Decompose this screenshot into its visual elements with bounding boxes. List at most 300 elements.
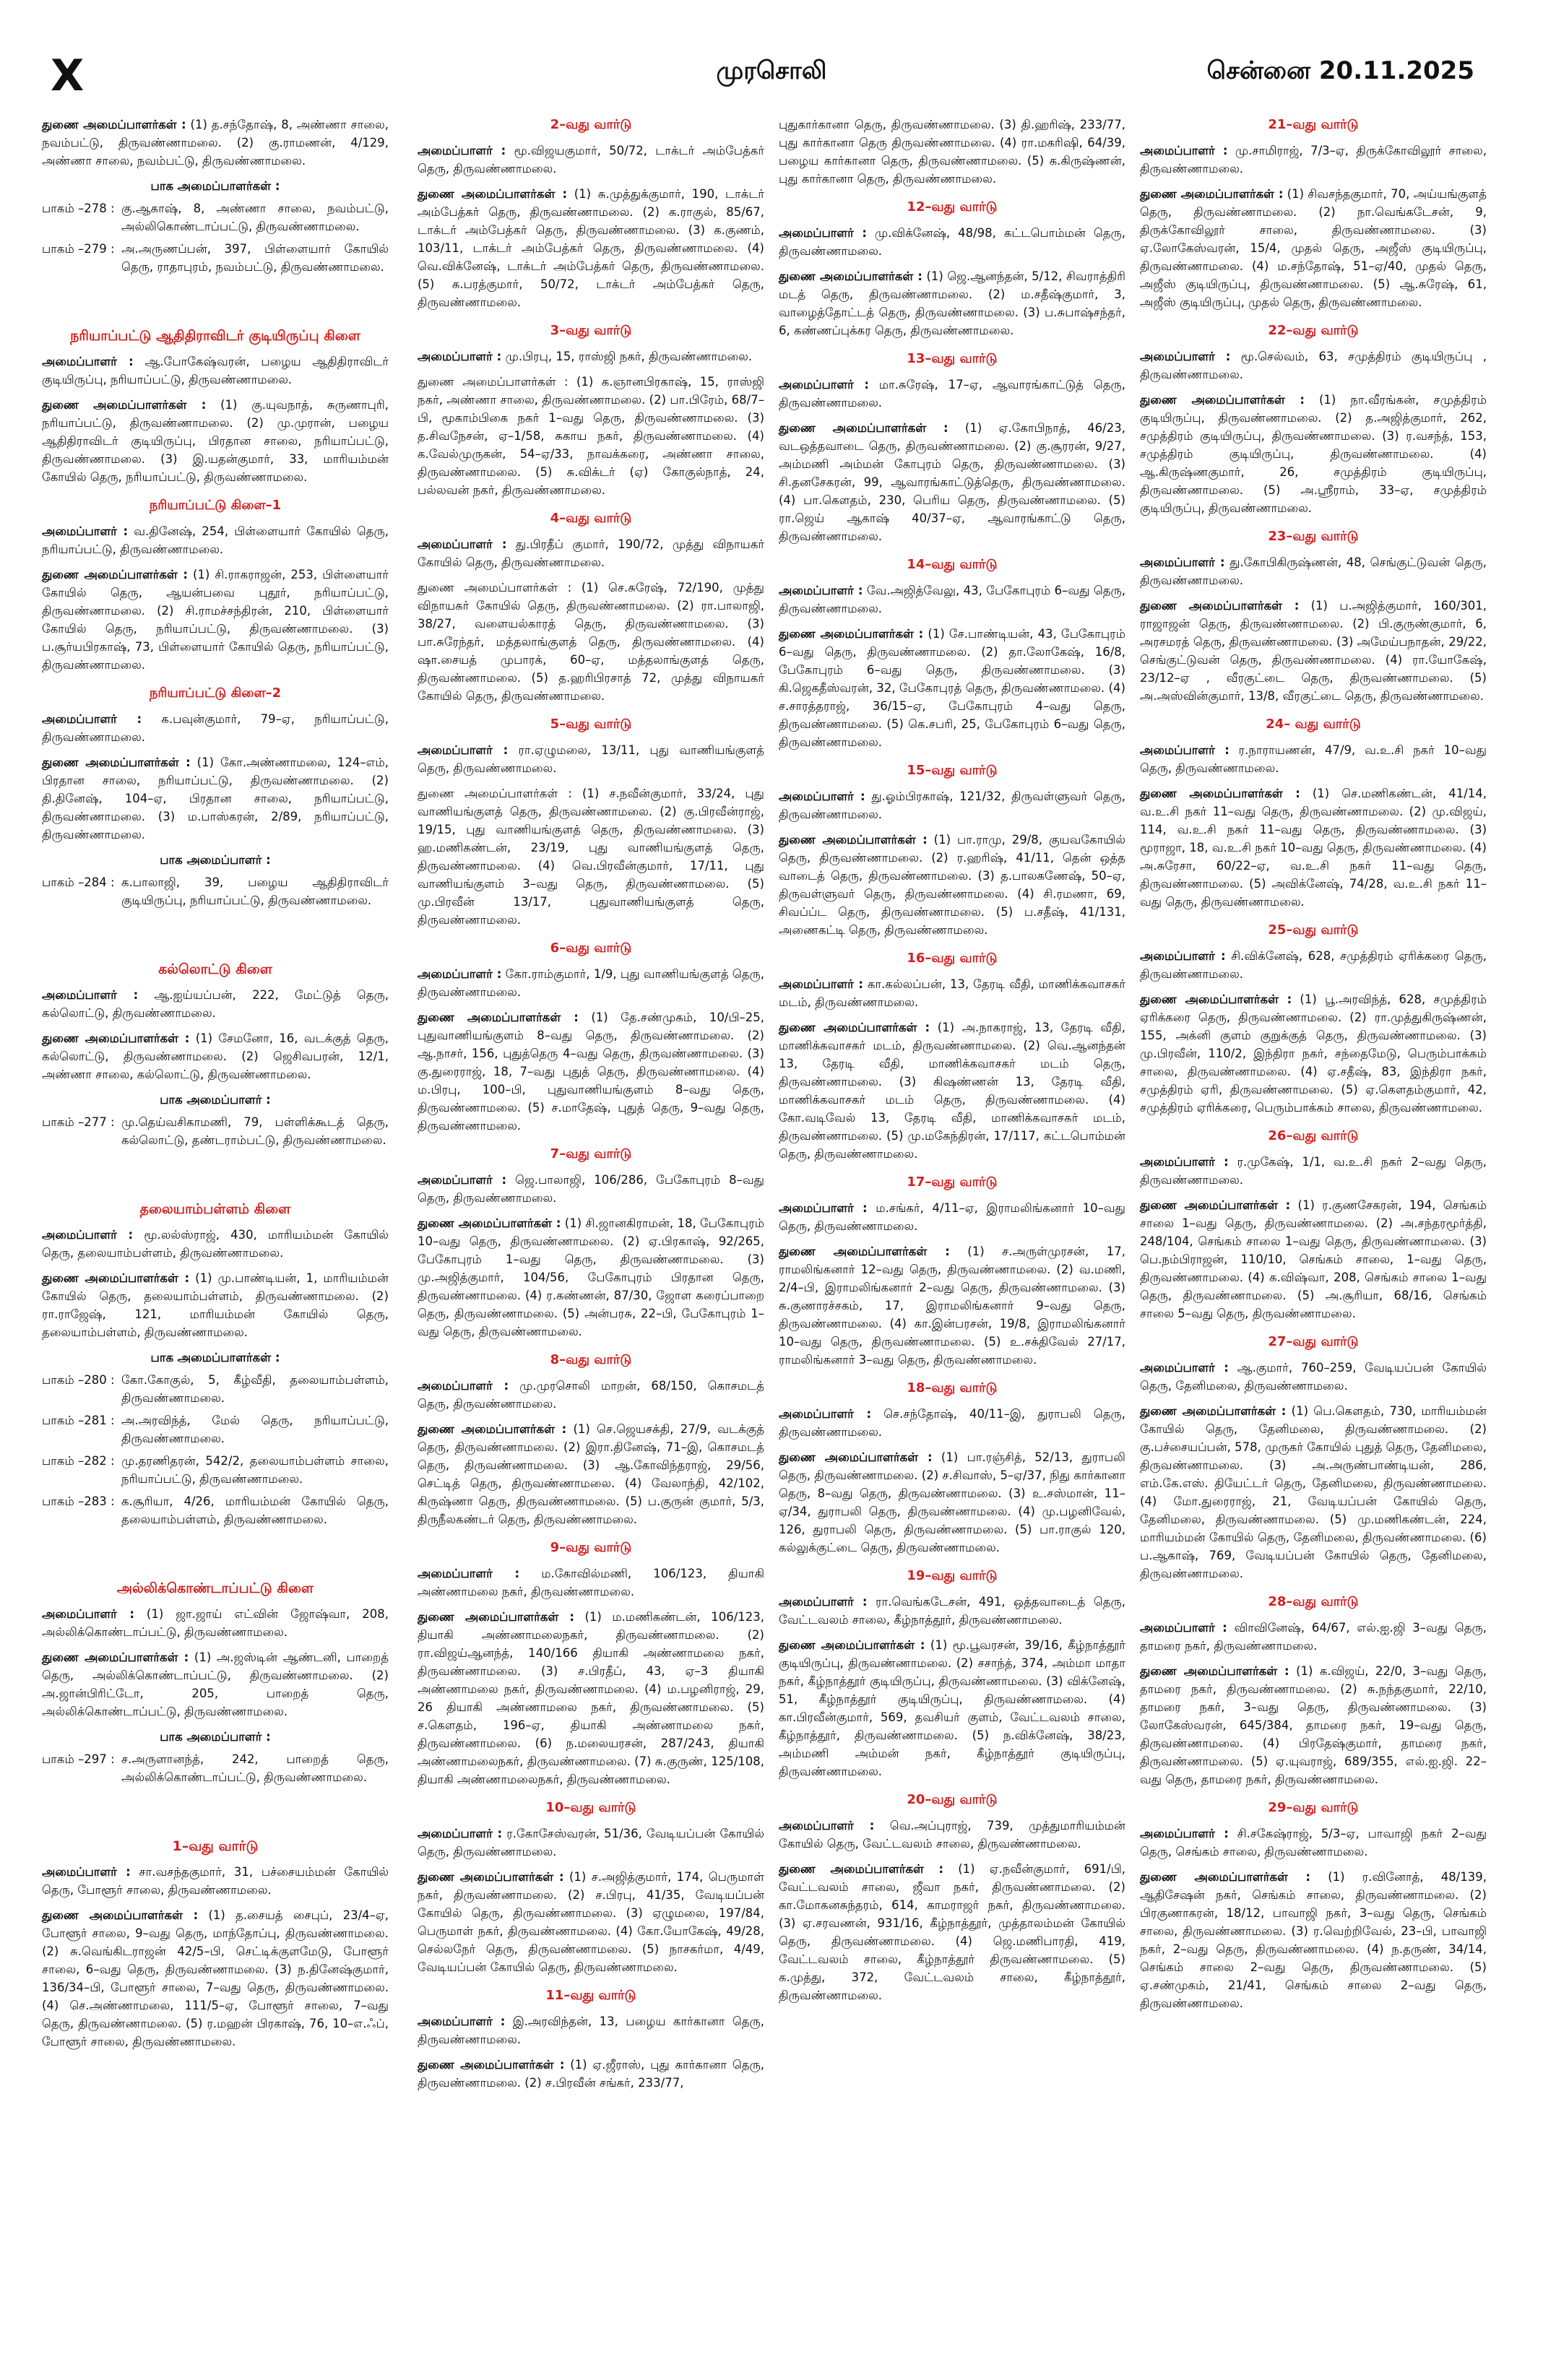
- member-text: (1) பா.ரஞ்சித், 52/13, துராபலி தெரு, திருவண்ணாமலை. (2) ச.சிவாஸ், 5–ஏ/37, நிது கார்கானா தெரு, 8–வது தெரு, திருவண்ணாமலை. (3) உ.சஸ்மான், 11–ஏ/34, துராபலி தெரு, திருவண்ணாமலை. (4) மு.பழனிவேல், 126, துராபலி தெரு, திருவண்ணாமலை. (5) பா.ராகுல் 120, கல்லுக்குட்டை தெரு, திருவண்ணாமலை.: [779, 1450, 1125, 1554]
- member-paragraph: [418, 535, 764, 571]
- member-paragraph: [1140, 1196, 1487, 1323]
- member-paragraph: [418, 1825, 764, 1861]
- member-text: (1) செ.ஜெயசக்தி, 27/9, வடக்குத் தெரு, திருவண்ணாமலை. (2) இரா.தினேஷ், 71–இ, கொசமடத் தெரு, திருவண்ணாமலை. (3) ஆ.கோவிந்தராஜ், 29/56, செட்டித் தெரு, திருவண்ணாமலை. (4) வேலாந்தி, 42/102, கிருஷ்ணா தெரு, திருவண்ணாமலை. (5) ப.குருன் குமார், 5/3, திருநீலகண்டர் தெரு, திருவண்ணாமலை.: [418, 1422, 764, 1526]
- committee-section: [418, 1351, 764, 1528]
- member-text: து.ஓம்பிரகாஷ், 121/32, திருவள்ளுவர் தெரு, திருவண்ணாமலை.: [779, 789, 1126, 821]
- member-paragraph: [779, 1448, 1125, 1557]
- member-text: ஆ.போகேஷ்வரன், பழைய ஆதிதிராவிடர் குடியிருப்பு, நரியாப்பட்டு, திருவண்ணாமலை.: [42, 355, 389, 386]
- committee-section: [418, 1145, 764, 1341]
- member-text: (1) சு.முத்துக்குமார், 190, டாக்டர் அம்பேத்கர் தெரு, திருவண்ணாமலை. (2) க.ராகுல், 85/67, டாக்டர் அம்பேத்கர் தெரு, திருவண்ணாமலை. (3) க.குணம், 103/11, டாக்டர் அம்பேத்கர் தெரு, திருவண்ணாமலை. (4) வெ.விக்னேஷ், டாக்டர் அம்பேத்கர் தெரு, திருவண்ணாமலை. (5) க.பரத்குமார், 50/72, டாக்டர் அம்பேத்கர் தெரு, திருவண்ணாமலை.: [418, 187, 764, 309]
- role-label: அமைப்பாளர் :: [42, 1228, 134, 1242]
- member-paragraph: [1140, 1662, 1487, 1788]
- member-text: (1) அ.நாகராஜ், 13, தேரடி வீதி, மாணிக்கவாசகர் மடம், திருவண்ணாமலை. (2) வெ.ஆனந்தன் 13, தேரடி வீதி, மாணிக்கவாசகர் மடம் தெரு, திருவண்ணாமலை. (3) கிஷண்ணன் 13, தேரடி வீதி, மாணிக்கவாசகர் மடம் தெரு, திருவண்ணாமலை. (4) கோ.வடிவேல் 13, தேரடி வீதி, மாணிக்கவாசகர் மடம், திருவண்ணாமலை. (5) மு.மகேந்திரன், 17/117, கட்டபொம்மன் தெரு, திருவண்ணாமலை.: [779, 1021, 1125, 1161]
- committee-section: [42, 326, 389, 486]
- committee-section: [1140, 715, 1487, 911]
- role-label: அமைப்பாளர் :: [1140, 144, 1228, 157]
- section-heading: 22–வது வார்டு: [1268, 323, 1359, 338]
- role-label: துணை அமைப்பாளர்கள் :: [1140, 1870, 1311, 1884]
- member-text: (1) சேமனோ, 16, வடக்குத் தெரு, கல்லொட்டு, திருவண்ணாமலை. (2) ஜெசிவபரன், 12/1, அண்ணா சாலை, கல்லொட்டு, திருவண்ணாமலை.: [42, 1031, 389, 1081]
- role-label: துணை அமைப்பாளர்கள் :: [418, 187, 568, 201]
- section-heading: அல்லிக்கொண்டாப்பட்டு கிளை: [116, 1580, 314, 1596]
- role-label: துணை அமைப்பாளர்கள் :: [1140, 787, 1300, 800]
- member-paragraph: [418, 1565, 764, 1601]
- section-heading: 12–வது வார்டு: [907, 199, 998, 215]
- member-paragraph: [42, 1863, 389, 1899]
- member-text: ஆ.ஐய்யப்பன், 222, மேட்டுத் தெரு, கல்லொட்டு, திருவண்ணாமலை.: [42, 988, 389, 1020]
- member-paragraph: [418, 965, 764, 1001]
- member-text: மூ.லல்ஸ்ராஜ், 430, மாரியம்மன் கோயில் தெரு, தலையாம்பள்ளம், திருவண்ணாமலை.: [42, 1228, 389, 1260]
- member-paragraph: [1140, 1825, 1487, 1861]
- member-text: ரா.வெங்கடேசன், 491, ஒத்தவாடைத் தெரு, வேட்டவலம் சாலை, கீழ்நாத்தூர், திருவண்ணாமலை.: [779, 1595, 1125, 1627]
- member-paragraph: [1140, 947, 1487, 983]
- committee-section: [1140, 116, 1487, 311]
- role-label: அமைப்பாளர் :: [779, 977, 863, 991]
- role-label: துணை அமைப்பாளர்கள் :: [779, 1021, 930, 1034]
- committee-section: [779, 1791, 1125, 2004]
- member-paragraph: [418, 579, 764, 705]
- booth-number: பாகம் –284 :: [42, 875, 115, 889]
- section-heading: 9–வது வார்டு: [550, 1540, 632, 1555]
- member-text: மு.விக்னேஷ், 48/98, கட்டபொம்மன் தெரு, திருவண்ணாமலை.: [779, 226, 1125, 258]
- committee-section: [1140, 921, 1487, 1117]
- role-label: துணை அமைப்பாளர்கள் :: [42, 398, 207, 412]
- member-text: (1) பெ.கௌதம், 730, மாரியம்மன் கோயில் தெரு, தேனிமலை, திருவண்ணாமலை. (2) கு.பச்சையப்பன், 578, முருகர் கோயில் புதுத் தெரு, தேனிமலை, திருவண்ணாமலை. (3) அ.அருண்பாண்டியன், 286, எம்.கே.எஸ். தியேட்டர் தெரு, தேனிமலை, திருவண்ணாமலை. (4) மோ.துரைராஜ், 21, வேடியப்பன் கோயில் தெரு, தேனிமலை, திருவண்ணாமலை. (5) மு.மணிகண்டன், 224, மாரியம்மன் கோயில் தெரு, தேனிமலை, திருவண்ணாமலை. (6) ப.ஆகாஷ், 769, வேடியப்பன் கோயில் தெரு, தேனிமலை, திருவண்ணாமலை.: [1140, 1404, 1487, 1580]
- role-label: துணை அமைப்பாளர்கள் :: [1140, 393, 1305, 407]
- role-label: துணை அமைப்பாளர்கள் :: [779, 421, 948, 435]
- member-text: ஜெ.பாலாஜி, 106/286, பேகோபுரம் 8–வது தெரு, திருவண்ணாமலை.: [418, 1173, 764, 1205]
- role-label: அமைப்பாளர் :: [42, 988, 139, 1002]
- member-paragraph: [418, 2012, 764, 2048]
- role-label: அமைப்பாளர் :: [418, 144, 506, 157]
- booth-subheading: பாக அமைப்பாளர் :: [160, 853, 271, 867]
- booth-row: [42, 240, 389, 276]
- booth-number: பாகம் –283 :: [42, 1494, 115, 1508]
- section-heading: நரியாப்பட்டு கிளை–2: [149, 685, 282, 701]
- member-text: (1) ஏ.நவீன்குமார், 691/பி, வேட்டவலம் சாலை, ஜீவா நகர், திருவண்ணாமலை. (2) கா.மோகனசுந்தரம், 614, காமராஜர் நகர், திருவண்ணாமலை. (3) ஏ.சரவணன், 931/16, கீழ்நாத்தூர், முத்தாலம்மன் கோயில் தெரு, திருவண்ணாமலை. (4) ஜெ.மணிபாரதி, 419, வேட்டவலம் சாலை, கீழ்நாத்தூர் திருவண்ணாமலை. (5) க.முத்து, 372, வேட்டவலம் சாலை, கீழ்நாத்தூர், திருவண்ணாமலை.: [779, 1862, 1125, 2002]
- member-text: (1) ர.வினோத், 48/139, ஆதிசேஷன் நகர், செங்கம் சாலை, திருவண்ணாமலை. (2) பிரகுணாகரன், 18/12, பாவாஜி நகர், 3–வது தெரு, செங்கம் சாலை, திருவண்ணாமலை. (3) ர.வெற்றிவேல், 23–பி, பாவாஜி நகர், 2–வது தெரு, திருவண்ணாமலை. (4) ந.தருண், 34/14, செங்கம் சாலை 2–வது தெரு, திருவண்ணாமலை. (5) ஏ.சண்முகம், 21/41, செங்கம் சாலை 2–வது தெரு, திருவண்ணாமலை.: [1140, 1870, 1487, 2010]
- booth-subheading: பாக அமைப்பாளர்கள் :: [150, 1351, 280, 1364]
- member-paragraph: [1140, 1402, 1487, 1583]
- role-label: துணை அமைப்பாளர்கள் :: [418, 1610, 574, 1624]
- member-paragraph: [42, 1226, 389, 1262]
- booth-member: மு.தெய்வசிகாமணி, 79, பள்ளிக்கூடத் தெரு, கல்லொட்டு, தண்டராம்பட்டு, திருவண்ணாமலை.: [121, 1115, 389, 1147]
- member-paragraph: [1140, 391, 1487, 517]
- role-label: அமைப்பாளர் :: [779, 1819, 875, 1832]
- member-paragraph: [418, 373, 764, 499]
- committee-section: [1140, 527, 1487, 705]
- member-text: இ.அரவிந்தன், 13, பழைய கார்கானா தெரு, திருவண்ணாமலை.: [418, 2015, 764, 2046]
- role-label: துணை அமைப்பாளர்கள் :: [779, 1450, 933, 1464]
- role-label: துணை அமைப்பாளர்கள் :: [418, 1870, 564, 1884]
- masthead: [0, 0, 1543, 101]
- role-label: துணை அமைப்பாளர்கள் :: [42, 1031, 190, 1045]
- committee-section: [779, 1379, 1125, 1557]
- role-label: அமைப்பாளர் :: [779, 378, 869, 391]
- member-paragraph: [779, 267, 1125, 339]
- role-label: அமைப்பாளர் :: [42, 1865, 131, 1879]
- member-paragraph: [42, 396, 389, 486]
- section-heading: 10–வது வார்டு: [545, 1800, 636, 1815]
- member-text: (1) மூ.பூவரசன், 39/16, கீழ்நாத்தூர் குடியிருப்பு, திருவண்ணாமலை. (2) சசாந்த், 374, அம்மா மாதா நகர், கீழ்நாத்தூர் குடியிருப்பு, திருவண்ணாமலை. (3) விக்னேஷ், 51, கீழ்நாத்தூர் குடியிருப்பு, திருவண்ணாமலை. (4) கா.பிரவீன்குமார், 569, தவசியர் குளம், வேட்டவலம் சாலை, கீழ்நாத்தூர், திருவண்ணாமலை. (5) ந.விக்னேஷ், 38/23, அம்மணி அம்மன் நகர், கீழ்நாத்தூர் குடியிருப்பு, திருவண்ணாமலை.: [779, 1638, 1125, 1778]
- member-paragraph: [418, 1171, 764, 1207]
- booth-row: [42, 873, 389, 909]
- role-label: அமைப்பாளர் :: [418, 967, 502, 981]
- section-heading: 3–வது வார்டு: [550, 323, 632, 338]
- member-text: ஆ.குமார், 760–259, வேடியப்பன் கோயில் தெரு, தேனிமலை, திருவண்ணாமலை.: [1140, 1361, 1487, 1393]
- committee-section: [418, 1986, 764, 2092]
- role-label: அமைப்பாளர் :: [42, 524, 129, 538]
- member-text: (1) ர.குணசேகரன், 194, செங்கம் சாலை 1–வது தெரு, திருவண்ணாமலை. (2) அ.சந்தரமூர்த்தி, 248/104, செங்கம் சாலை 1–வது தெரு, திருவண்ணாமலை. (3) பெ.நம்பிராஜன், 110/10, செங்கம் சாலை, 1–வது தெரு, திருவண்ணாமலை. (4) க.விஷ்வா, 208, செங்கம் சாலை 1–வது தெரு, திருவண்ணாமலை. (5) அ.சூரியா, 68/16, செங்கம் சாலை 5–வது தெரு, திருவண்ணாமலை.: [1140, 1198, 1487, 1320]
- booth-subheading: பாக அமைப்பாளர் :: [160, 1730, 271, 1744]
- role-label: துணை அமைப்பாளர்கள் :: [418, 1216, 561, 1230]
- role-label: துணை அமைப்பாளர்கள் :: [1140, 187, 1284, 201]
- member-paragraph: [1140, 1153, 1487, 1189]
- role-label: துணை அமைப்பாளர்கள் :: [1140, 992, 1292, 1006]
- booth-subheading: பாக அமைப்பாளர் :: [160, 1093, 271, 1107]
- member-paragraph: [1140, 1619, 1487, 1655]
- committee-section: [1140, 1333, 1487, 1583]
- role-label: அமைப்பாளர் :: [418, 2015, 506, 2028]
- member-paragraph: [418, 1420, 764, 1528]
- member-paragraph: [418, 1868, 764, 1976]
- member-text: சி.சகேஷ்ராஜ், 5/3–ஏ, பாவாஜி நகர் 2–வது தெரு, செங்கம் சாலை, திருவண்ணாமலை.: [1140, 1827, 1487, 1858]
- role-label: துணை அமைப்பாளர்கள் :: [779, 627, 924, 641]
- edition-mark: X: [51, 51, 85, 101]
- role-label: அமைப்பாளர் :: [1140, 743, 1229, 757]
- column-3: [779, 116, 1125, 2015]
- member-paragraph: [779, 1860, 1125, 2004]
- role-label: துணை அமைப்பாளர்கள் :: [418, 2058, 565, 2072]
- member-text: (1) அ.ஜஸ்டின் ஆண்டனி, பாறைத் தெரு, அல்லிக்கொண்டாப்பட்டு, திருவண்ணாமலை. (2) அ.ஜான்பிரிட்டோ, 205, பாறைத் தெரு, அல்லிக்கொண்டாப்பட்டு, திருவண்ணாமலை.: [42, 1650, 389, 1718]
- member-paragraph: [42, 753, 389, 844]
- committee-section: [418, 1539, 764, 1788]
- member-paragraph: [779, 1018, 1125, 1163]
- member-text: (1) செ.மணிகண்டன், 41/14, வ.உ.சி நகர் 11–வது தெரு, திருவண்ணாமலை. (2) மு.விஜய், 114, வ.உ.சி நகர் 11–வது தெரு, திருவண்ணாமலை. (3) மூராஜா, 18, வ.உ.சி நகர் 10–வது தெரு, திருவண்ணாமலை. (4) அ.சுரேசா, 60/22–ஏ, வ.உ.சி நகர் 11–வது தெரு, திருவண்ணாமலை. (5) அவிக்னேஷ், 74/28, வ.உ.சி நகர் 11–வது தெரு, திருவண்ணாமலை.: [1140, 787, 1487, 909]
- role-label: துணை அமைப்பாளர்கள் :: [1140, 599, 1300, 613]
- role-label: துணை அமைப்பாளர்கள் :: [418, 1422, 567, 1436]
- member-paragraph: [779, 376, 1125, 412]
- section-heading: 20–வது வார்டு: [907, 1792, 998, 1807]
- member-text: (1) நா.வீரங்கன், சமுத்திரம் குடியிருப்பு, திருவண்ணாமலை. (2) த.அஜித்குமார், 262, சமுத்திரம் குடியிருப்பு, திருவண்ணாமலை. (3) ர.வசந்த், 153, சமுத்திரம் குடியிருப்பு, திருவண்ணாமலை. (4) ஆ.கிருஷ்ணகுமார், 26, சமுத்திரம் குடியிருப்பு, திருவண்ணாமலை. (5) அ.ஸ்ரீராம், 33–ஏ, சமுத்திரம் குடியிருப்பு, திருவண்ணாமலை.: [1140, 393, 1487, 515]
- committee-section: [1140, 1799, 1487, 2012]
- member-text: மு.முரசொலி மாறன், 68/150, கொசமடத் தெரு, திருவண்ணாமலை.: [418, 1379, 764, 1411]
- member-text: து.கோபிகிருஷ்ணன், 48, செங்குட்டுவன் தெரு, திருவண்ணாமலை.: [1140, 555, 1487, 587]
- dateline: சென்னை 20.11.2025: [1206, 56, 1474, 85]
- member-paragraph: [42, 710, 389, 746]
- member-paragraph: [418, 347, 764, 365]
- member-paragraph: [418, 1214, 764, 1341]
- member-paragraph: [779, 116, 1125, 188]
- member-text: ர.கோசேஸ்வரன், 51/36, வேடியப்பன் கோயில் தெரு, திருவண்ணாமலை.: [418, 1827, 764, 1858]
- committee-section: [779, 761, 1125, 939]
- role-label: அமைப்பாளர் :: [418, 537, 507, 551]
- booth-member: கோ.கோகுல், 5, கீழ்வீதி, தலையாம்பள்ளம், திருவண்ணாமலை.: [121, 1373, 389, 1405]
- booth-member: கு.ஆகாஷ், 8, அண்ணா சாலை, நவம்பட்டு, அல்லிகொண்டாப்பட்டு, திருவண்ணாமலை.: [121, 202, 389, 233]
- member-text: செ.சந்தோஷ், 40/11–இ, துராபலி தெரு, திருவண்ணாமலை.: [779, 1407, 1125, 1439]
- member-paragraph: [779, 1242, 1125, 1369]
- committee-section: [1140, 1127, 1487, 1323]
- section-heading: 2–வது வார்டு: [550, 117, 632, 132]
- section-heading: 1–வது வார்டு: [172, 1838, 259, 1854]
- section-heading: 6–வது வார்டு: [550, 940, 632, 956]
- role-label: அமைப்பாளர் :: [418, 1827, 503, 1840]
- column-2: [418, 116, 764, 2102]
- committee-section: [779, 1173, 1125, 1369]
- role-label: அமைப்பாளர் :: [42, 355, 134, 368]
- section-heading: 19–வது வார்டு: [907, 1568, 998, 1583]
- role-label: துணை அமைப்பாளர்கள் :: [779, 1638, 925, 1652]
- booth-number: பாகம் –278 :: [42, 202, 115, 215]
- booth-number: பாகம் –297 :: [42, 1752, 115, 1766]
- member-text: (1) சி.ராகராஜன், 253, பிள்ளையார் கோயில் தெரு, ஆயன்பவை புதூர், நரியாப்பட்டு, திருவண்ணாமலை. (2) சி.ராமச்சந்திரன், 210, பிள்ளையார் கோயில் தெரு, நரியாப்பட்டு, திருவண்ணாமலை. (3) ப.சூர்யபிரகாஷ், 73, பிள்ளையார் கோயில் தெரு, நரியாப்பட்டு, திருவண்ணாமலை.: [42, 568, 389, 672]
- section-heading: கல்லொட்டு கிளை: [158, 961, 272, 977]
- committee-section: [779, 555, 1125, 751]
- booth-row: [42, 1750, 389, 1786]
- committee-section: [42, 684, 389, 909]
- section-heading: 14–வது வார்டு: [907, 557, 998, 572]
- role-label: துணை அமைப்பாளர்கள் :: [779, 1245, 950, 1258]
- member-paragraph: [779, 625, 1125, 751]
- committee-section: [418, 116, 764, 311]
- committee-section: [1140, 1593, 1487, 1788]
- member-text: சா.வசந்தகுமார், 31, பச்சையம்மன் கோயில் தெரு, போளூர் சாலை, திருவண்ணாமலை.: [42, 1865, 389, 1897]
- section-heading: 13–வது வார்டு: [907, 351, 998, 366]
- member-text: ம.சங்கர், 4/11–ஏ, இராமலிங்கனார் 10–வது தெரு, திருவண்ணாமலை.: [779, 1201, 1125, 1233]
- member-text: துணை அமைப்பாளர்கள் : (1) ச.நவீன்குமார், 33/24, புது வாணியங்குளத் தெரு, திருவண்ணாமலை. (2) கு.பிரவீன்ராஜ், 19/15, புது வாணியங்குளத் தெரு, திருவண்ணாமலை. (3) ஹ.மணிகண்டன், 23/19, புது வாணியங்குளத் தெரு, திருவண்ணாமலை. (4) வெ.பிரவீன்குமார், 17/11, புது வாணியங்குளம் 3–வது தெரு, திருவண்ணாமலை. (5) மு.பிரவீன் 13/17, புதுவாணியங்குளத் தெரு, திருவண்ணாமலை.: [418, 787, 764, 927]
- member-text: (1) சி.ஜானகிராமன், 18, பேகோபுரம் 10–வது தெரு, திருவண்ணாமலை. (2) ஏ.பிரகாஷ், 92/265, பேகோபுரம் 1–வது தெரு, திருவண்ணாமலை. (3) மு.அஜித்குமார், 104/56, பேகோபுரம் பிரதான தெரு, திருவண்ணாமலை. (4) ர.கண்ணன், 87/30, ஜோள கரைப்பாறை தெரு, திருவண்ணாமலை. (5) அன்பரசு, 22–பி, பேகோபுரம் 1–வது தெரு, திருவண்ணாமலை.: [418, 1216, 764, 1338]
- committee-section: [779, 198, 1125, 339]
- booth-number: பாகம் –279 :: [42, 242, 115, 256]
- member-paragraph: [1140, 1868, 1487, 2012]
- section-heading: 11–வது வார்டு: [545, 1988, 636, 2003]
- member-text: மு.சாமிராஜ், 7/3–ஏ, திருக்கோவிலூர் சாலை, திருவண்ணாமலை.: [1140, 144, 1487, 176]
- member-text: வே.அஜித்வேலு, 43, பேகோபுரம் 6–வது தெரு, திருவண்ணாமலை.: [779, 584, 1125, 615]
- role-label: துணை அமைப்பாளர்கள் :: [418, 1011, 579, 1024]
- booth-row: [42, 1452, 389, 1488]
- committee-section: [779, 350, 1125, 545]
- member-paragraph: [1140, 1359, 1487, 1395]
- section-heading: 15–வது வார்டு: [907, 763, 998, 778]
- member-paragraph: [418, 185, 764, 311]
- role-label: அமைப்பாளர் :: [418, 1567, 520, 1580]
- section-heading: 17–வது வார்டு: [907, 1174, 998, 1190]
- member-paragraph: [42, 1029, 389, 1083]
- section-heading: 24– வது வார்டு: [1266, 717, 1361, 732]
- member-text: (1) ச.அஜித்குமார், 174, பெருமாள் நகர், திருவண்ணாமலை. (2) ச.பிரபு, 41/35, வேடியப்பன் கோயில் தெரு, திருவண்ணாமலை. (3) ஏழுமலை, 197/84, பெருமாள் நகர், திருவண்ணாமலை. (4) கோ.யோகேஷ், 49/28, செல்லநேர் தெரு, திருவண்ணாமலை. (5) நாசகர்மா, 4/49, வேடியப்பன் கோயில் தெரு, திருவண்ணாமலை.: [418, 1870, 764, 1974]
- booth-row: [42, 1411, 389, 1448]
- member-paragraph: [42, 1648, 389, 1721]
- section-heading: 28–வது வார்டு: [1268, 1594, 1359, 1609]
- member-text: (1) ஏ.ஜீராஸ், புது கார்கானா தெரு, திருவண்ணாமலை. (2) ச.பிரவீன் சங்கர், 233/77,: [418, 2058, 764, 2090]
- member-text: து.பிரதீப் குமார், 190/72, முத்து விநாயகர் கோயில் தெரு, திருவண்ணாமலை.: [418, 537, 764, 569]
- role-label: துணை அமைப்பாளர்கள் :: [1140, 1404, 1287, 1418]
- role-label: அமைப்பாளர் :: [779, 226, 867, 240]
- section-heading: 25–வது வார்டு: [1268, 922, 1359, 938]
- member-paragraph: [418, 1377, 764, 1413]
- member-paragraph: [42, 116, 389, 170]
- role-label: துணை அமைப்பாளர்கள் :: [1140, 1198, 1291, 1212]
- member-text: (1) பா.ராமு, 29/8, குயவகோயில் தெரு, திருவண்ணாமலை. (2) ர.ஹரிஷ், 41/11, தென் ஒத்த வாடைத் தெரு, திருவண்ணாமலை. (3) த.பாலகணேஷ், 50–ஏ, திருவள்ளுவர் தெரு, திருவண்ணாமலை. (4) சி.ரமணா, 69, சிவப்ப்ட தெரு, திருவண்ணாமலை. (5) ப.சதீஷ், 41/131, அணைகட்டி தெரு, திருவண்ணாமலை.: [779, 833, 1125, 937]
- role-label: அமைப்பாளர் :: [1140, 949, 1226, 963]
- member-text: (1) பூ.அரவிந்த், 628, சமுத்திரம் ஏரிக்கரை தெரு, திருவண்ணாமலை. (2) ரா.முத்துகிருஷ்ணன், 155, அக்னி குளம் குறுக்குத் தெரு, திருவண்ணாமலை. (3) மு.பிரவீன், 110/2, இந்திரா நகர், சந்தைமேடு, பெரும்பாக்கம் சாலை, திருவண்ணாமலை. (4) ஏ.சதீஷ், 83, இந்திரா நகர், சமுத்திரம் ஏரி, திருவண்ணாமலை. (5) ஏ.கௌதம்குமார், 42, சமுத்திரம் ஏரிக்கரை, பெரும்பாக்கம் சாலை, திருவண்ணாமலை.: [1140, 992, 1487, 1115]
- member-paragraph: [779, 1817, 1125, 1853]
- member-text: சி.விக்னேஷ், 628, சமுத்திரம் ஏரிக்கரை தெரு, திருவண்ணாமலை.: [1140, 949, 1487, 981]
- booth-member: க.சூரியா, 4/26, மாரியம்மன் கோயில் தெரு, தலையாம்பள்ளம், திருவண்ணாமலை.: [121, 1494, 389, 1526]
- member-paragraph: [418, 1008, 764, 1135]
- member-paragraph: [779, 1405, 1125, 1441]
- member-text: (1) ச.அருள்முரசன், 17, ராமலிங்கனார் 12–வது தெரு, திருவண்ணாமலை. (2) வ.மணி, 2/4–பி, இராமலிங்கனார் 2–வது தெரு, திருவண்ணாமலை. (3) சு.குணாரச்சகம், 17, இராமலிங்கனார் 9–வது தெரு, திருவண்ணாமலை. (4) கா.இன்பரசன், 19/8, இராமலிங்கனார் 10–வது தெரு, திருவண்ணாமலை. (5) உ.சக்திவேல் 27/17, ராமலிங்கனார் 3–வது தெரு, திருவண்ணாமலை.: [779, 1245, 1125, 1367]
- member-text: (1) சிவசந்தகுமார், 70, அய்யங்குளத் தெரு, திருவண்ணாமலை. (2) நா.வெங்கடேசன், 9, திருக்கோவிலூர் சாலை, திருவண்ணாமலை. (3) ஏ.லோகேஸ்வரன், 15/4, முதல் தெரு, அஜீஸ் குடியிருப்பு, திருவண்ணாமலை. (4) ம.சந்தோஷ், 51–ஏ/40, முதல் தெரு, அஜீஸ் குடியிருப்பு, திருவண்ணாமலை. (5) ஆ.சுரேஷ், 61, அஜீஸ் குடியிருப்பு, முதல் தெரு, திருவண்ணாமலை.: [1140, 187, 1487, 309]
- member-paragraph: [1140, 597, 1487, 705]
- role-label: அமைப்பாளர் :: [42, 1607, 134, 1621]
- section-heading: 26–வது வார்டு: [1268, 1128, 1359, 1143]
- member-text: (1) ஜெ.ஆனந்தன், 5/12, சிவராத்திரி மடத் தெரு, திருவண்ணாமலை. (2) ம.சதீஷ்குமார், 3, வாழைத்தோட்டத் தெரு, திருவண்ணாமலை. (3) ப.சுபாஷ்சந்தர், 6, கண்ணப்புக்கர தெரு, திருவண்ணாமலை.: [779, 269, 1125, 337]
- member-paragraph: [1140, 990, 1487, 1117]
- member-text: வெ.அப்புராஜ், 739, முத்துமாரியம்மன் கோயில் தெரு, வேட்டவலம் சாலை, திருவண்ணாமலை.: [779, 1819, 1126, 1851]
- member-paragraph: [418, 784, 764, 929]
- booth-member: அ.அருணப்பன், 397, பிள்ளையார் கோயில் தெரு, ராதாபுரம், நவம்பட்டு, திருவண்ணாமலை.: [121, 242, 389, 274]
- member-paragraph: [42, 352, 389, 389]
- role-label: துணை அமைப்பாளர்கள் :: [779, 269, 922, 283]
- role-label: அமைப்பாளர் :: [42, 712, 142, 726]
- member-paragraph: [1140, 741, 1487, 777]
- member-text: (1) ப.அஜித்குமார், 160/301, ராஜாஜன் தெரு, திருவண்ணாமலை. (2) பி.குருண்குமார், 6, அரசமரத் தெரு, திருவண்ணாமலை. (3) அமேய்பநாதன், 29/22, செங்குட்டுவன் தெரு, திருவண்ணாமலை. (4) ரா.யோகேஷ், 23/12–ஏ , வீரகுட்டை தெரு, திருவண்ணாமலை. (5) அ.அஸ்வின்குமார், 13/8, வீரகுட்டை தெரு, திருவண்ணாமலை.: [1140, 599, 1487, 703]
- role-label: அமைப்பாளர் :: [779, 1201, 868, 1215]
- member-text: துணை அமைப்பாளர்கள் : (1) செ.சுரேஷ், 72/190, முத்து விநாயகர் கோயில் தெரு, திருவண்ணாமலை. (2) ரா.பாலாஜி, 38/27, வளையல்காரத் தெரு, திருவண்ணாமலை. (3) பா.சுரேந்தர், மத்தலாங்குளத் தெரு, திருவண்ணாமலை. (4) ஷா.சையத் முபாரக், 60–ஏ, மத்தலாங்குளத் தெரு, திருவண்ணாமலை. (5) த.ஹரிபிரசாத் 72, முத்து விநாயகர் கோயில் தெரு, திருவண்ணாமலை.: [418, 581, 764, 703]
- booth-number: பாகம் –277 :: [42, 1115, 115, 1129]
- member-paragraph: [779, 1636, 1125, 1780]
- role-label: அமைப்பாளர் :: [1140, 555, 1225, 569]
- role-label: துணை அமைப்பாளர்கள் :: [42, 1271, 190, 1285]
- member-text: (1) ஜா.ஜாய் எட்வின் ஜோஷ்வா, 208, அல்லிக்கொண்டாப்பட்டு, திருவண்ணாமலை.: [42, 1607, 389, 1639]
- booth-row: [42, 1371, 389, 1407]
- committee-section: [42, 1200, 389, 1528]
- member-paragraph: [418, 2056, 764, 2092]
- committee-section: [42, 1579, 389, 1786]
- member-paragraph: [42, 522, 389, 558]
- committee-section: [42, 960, 389, 1149]
- committee-section: [418, 715, 764, 929]
- member-paragraph: [42, 1906, 389, 2051]
- section-heading: 21–வது வார்டு: [1268, 117, 1359, 132]
- member-text: ம.கோவில்மணி, 106/123, தியாகி அண்ணாமலை நகர், திருவண்ணாமலை.: [418, 1567, 764, 1598]
- booth-number: பாகம் –280 :: [42, 1373, 115, 1387]
- section-heading: 8–வது வார்டு: [550, 1352, 632, 1367]
- committee-section: [1140, 321, 1487, 517]
- booth-row: [42, 199, 389, 235]
- member-text: (1) த.சையத் சைபுப், 23/4–ஏ, போளூர் சாலை, 9–வது தெரு, மாந்தோப்பு, திருவண்ணாமலை. (2) சு.வெங்கிடராஜன் 42/5–பி, செட்டிக்குளமேடு, போளூர் சாலை, 6–வது தெரு, திருவண்ணாமலை. (3) ந.தினேஷ்குமார், 136/34–பி, போளூர் சாலை, 7–வது தெரு, திருவண்ணாமலை. (4) செ.அண்ணாமலை, 111/5–ஏ, போளூர் சாலை, 7–வது தெரு, திருவண்ணாமலை. (5) ர.மஹன் பிரகாஷ், 76, 10–எ.ஃப், போளூர் சாலை, திருவண்ணாமலை.: [42, 1908, 389, 2048]
- member-text: ர.முகேஷ், 1/1, வ.உ.சி நகர் 2–வது தெரு, திருவண்ணாமலை.: [1140, 1155, 1487, 1187]
- role-label: அமைப்பாளர் :: [1140, 1621, 1227, 1635]
- member-paragraph: [418, 1608, 764, 1788]
- section-heading: 4–வது வார்டு: [550, 511, 632, 526]
- member-paragraph: [1140, 553, 1487, 589]
- role-label: அமைப்பாளர் :: [418, 1379, 509, 1393]
- role-label: அமைப்பாளர் :: [1140, 1155, 1229, 1169]
- member-paragraph: [418, 741, 764, 777]
- member-text: விாவினேஷ், 64/67, எல்.ஐ.ஜி 3–வது தெரு, தாமரை நகர், திருவண்ணாமலை.: [1140, 1621, 1487, 1653]
- booth-subheading: பாக அமைப்பாளர்கள் :: [150, 179, 280, 193]
- committee-section: [42, 116, 389, 276]
- committee-section: [779, 949, 1125, 1163]
- member-paragraph: [779, 975, 1125, 1011]
- role-label: அமைப்பாளர் :: [1140, 1827, 1229, 1840]
- role-label: துணை அமைப்பாளர்கள் :: [42, 1908, 199, 1922]
- member-text: வ.தினேஷ், 254, பிள்ளையார் கோயில் தெரு, நரியாப்பட்டு, திருவண்ணாமலை.: [42, 524, 389, 556]
- role-label: அமைப்பாளர் :: [779, 789, 865, 803]
- booth-member: க.பாலாஜி, 39, பழைய ஆதிதிராவிடர் குடியிருப்பு, நரியாப்பட்டு, திருவண்ணாமலை.: [121, 875, 389, 907]
- member-text: மு.பிரபு, 15, ராஸ்ஜி நகர், திருவண்ணாமலை.: [501, 350, 753, 363]
- member-paragraph: [779, 831, 1125, 939]
- member-text: (1) கு.யுவநாத், சுருணாபுரி, நரியாப்பட்டு, திருவண்ணாமலை. (2) மு.முரான், பழைய ஆதிதிராவிடர் குடியிருப்பு, பிரதான சாலை, நரியாப்பட்டு, திருவண்ணாமலை. (3) இ.யதன்குமார், 33, மாரியம்மன் கோயில் தெரு, நரியாப்பட்டு, திருவண்ணாமலை.: [42, 398, 389, 484]
- committee-section: [418, 509, 764, 705]
- role-label: அமைப்பாளர் :: [418, 743, 509, 757]
- role-label: துணை அமைப்பாளர்கள் :: [42, 756, 191, 769]
- member-text: (1) ம.மணிகண்டன், 106/123, தியாகி அண்ணாமலைநகர், திருவண்ணாமலை. (2) ரா.விஜய்ஆனந்த், 140/166 தியாகி அண்ணாமலை நகர், திருவண்ணாமலை. (3) ச.பிரதீப், 43, ஏ–3 தியாகி அண்ணாமலை நகர், திருவண்ணாமலை. (4) ம.பழனிராஜ், 29, 26 தியாகி அண்ணாமலை நகர், திருவண்ணாமலை. (5) ச.கௌதம், 196–ஏ, தியாகி அண்ணாமலை நகர், திருவண்ணாமலை. (6) ந.மலையரசன், 287/243, தியாகி அண்ணாமலைநகர், திருவண்ணாமலை. (7) சு.குருண், 125/108, தியாகி அண்ணாமலைநகர், திருவண்ணாமலை.: [418, 1610, 764, 1786]
- member-paragraph: [779, 1593, 1125, 1629]
- committee-section: [418, 321, 764, 499]
- committee-section: [42, 1837, 389, 2051]
- section-heading: 7–வது வார்டு: [550, 1146, 632, 1161]
- member-paragraph: [779, 1199, 1125, 1235]
- newspaper-title: முரசொலி: [716, 56, 827, 85]
- role-label: அமைப்பாளர் :: [1140, 350, 1231, 363]
- section-heading: நரியாப்பட்டு கிளை–1: [149, 498, 282, 513]
- role-label: அமைப்பாளர் :: [418, 350, 502, 363]
- member-paragraph: [42, 1605, 389, 1641]
- member-text: (1) மு.பாண்டியன், 1, மாரியம்மன் கோயில் தெரு, தலையாம்பள்ளம், திருவண்ணாமலை. (2) ரா.ராஜேஷ், 121, மாரியம்மன் கோயில் தெரு, தலையாம்பள்ளம், திருவண்ணாமலை.: [42, 1271, 389, 1339]
- member-text: ர.நாராயணன், 47/9, வ.உ.சி நகர் 10–வது தெரு, திருவண்ணாமலை.: [1140, 743, 1487, 775]
- member-text: மூ.விஜயகுமார், 50/72, டாக்டர் அம்பேத்கர் தெரு, திருவண்ணாமலை.: [418, 144, 764, 176]
- member-text: துணை அமைப்பாளர்கள் : (1) க.ஞானபிரகாஷ், 15, ராஸ்ஜி நகர், அண்ணா சாலை, திருவண்ணாமலை. (2) பா.பிரேம், 68/7–பி, மூகாம்பிகை நகர் 1–வது தெரு, திருவண்ணாமலை. (3) த.சிவநேசன், ஏ–1/58, சுகாய நகர், திருவண்ணாமலை. (4) க.வேல்முருகன், 54–ஏ/33, நாவக்கரை, அண்ணா சாலை, திருவண்ணாமலை. (5) சு.விக்டர் (ஏ) கோகுல்நாத், 24, பல்லவன் நகர், திருவண்ணாமலை.: [418, 375, 764, 497]
- member-paragraph: [1140, 142, 1487, 178]
- role-label: அமைப்பாளர் :: [1140, 1361, 1229, 1375]
- member-text: மா.சுரேஷ், 17–ஏ, ஆவாரங்காட்டுத் தெரு, திருவண்ணாமலை.: [779, 378, 1125, 410]
- role-label: அமைப்பாளர் :: [418, 1173, 507, 1187]
- role-label: துணை அமைப்பாளர்கள் :: [42, 118, 186, 131]
- member-text: (1) ஏ.கோபிநாத், 46/23, வடஒத்தவாடை தெரு, திருவண்ணாமலை. (2) கு.சூரரன், 9/27, அம்மணி அம்மன் கோபுரம் தெரு, திருவண்ணாமலை. (3) சி.தனசேகரன், 99, ஆவாரங்காட்டுத்தெரு, திருவண்ணாமலை. (4) பா.கௌதம், 230, பெரிய தெரு, திருவண்ணாமலை. (5) ரா.ஜெய் ஆகாஷ் 40/37–ஏ, ஆவாரங்காட்டு தெரு, திருவண்ணாமலை.: [779, 421, 1125, 543]
- section-heading: தலையாம்பள்ளம் கிளை: [139, 1201, 291, 1217]
- committee-section: [418, 939, 764, 1135]
- booth-number: பாகம் –282 :: [42, 1454, 115, 1468]
- member-paragraph: [42, 1269, 389, 1341]
- booth-member: அ.அரவிந்த், மேல் தெரு, நரியாப்பட்டு, திருவண்ணாமலை.: [121, 1414, 389, 1445]
- committee-section: [779, 1567, 1125, 1780]
- member-paragraph: [418, 142, 764, 178]
- member-paragraph: [1140, 185, 1487, 311]
- member-text: ரா.ஏழுமலை, 13/11, புது வாணியங்குளத் தெரு, திருவண்ணாமலை.: [418, 743, 764, 775]
- member-text: மூ.செல்வம், 63, சமுத்திரம் குடியிருப்பு , திருவண்ணாமலை.: [1140, 350, 1487, 381]
- role-label: துணை அமைப்பாளர்கள் :: [779, 1862, 944, 1876]
- member-text: (1) கோ.அண்ணாமலை, 124–எம், பிரதான சாலை, நரியாப்பட்டு, திருவண்ணாமலை. (2) தி.தினேஷ், 104–ஏ, பிரதான சாலை, நரியாப்பட்டு, திருவண்ணாமலை. (3) ம.பாஸ்கரன், 2/89, நரியாப்பட்டு, திருவண்ணாமலை.: [42, 756, 389, 841]
- role-label: துணை அமைப்பாளர்கள் :: [1140, 1664, 1289, 1678]
- member-paragraph: [779, 787, 1125, 823]
- member-paragraph: [1140, 347, 1487, 384]
- member-paragraph: [42, 566, 389, 674]
- booth-number: பாகம் –281 :: [42, 1414, 115, 1427]
- member-paragraph: [1140, 784, 1487, 911]
- member-text: (1) சே.பாண்டியன், 43, பேகோபுரம் 6–வது தெரு, திருவண்ணாமலை. (2) தா.லோகேஷ், 16/8, பேகோபுரம் 6–வது தெரு, திருவண்ணாமலை. (3) கி.ஜெகதீஸ்வரன், 32, பேகோபுரத் தெரு, திருவண்ணாமலை. (4) ச.சாரத்தராஜ், 36/15–ஏ, பேகோபுரம் 4–வது தெரு, திருவண்ணாமலை. (5) கெ.சபரி, 25, பேகோபுரம் 6–வது தெரு, திருவண்ணாமலை.: [779, 627, 1125, 749]
- member-text: கா.கல்லப்பன், 13, தேரடி வீதி, மாணிக்கவாசகர் மடம், திருவண்ணாமலை.: [779, 977, 1125, 1009]
- role-label: அமைப்பாளர் :: [779, 1407, 872, 1421]
- role-label: அமைப்பாளர் :: [779, 584, 863, 597]
- committee-section: [418, 1799, 764, 1976]
- role-label: துணை அமைப்பாளர்கள் :: [42, 568, 188, 581]
- role-label: துணை அமைப்பாளர்கள் :: [42, 1650, 189, 1664]
- member-text: (1) தே.சண்முகம், 10/பி–25, புதுவாணியங்குளம் 8–வது தெரு, திருவண்ணாமலை. (2) ஆ.நாசர், 156, புதுத்தெரு 4–வது தெரு, திருவண்ணாமலை. (3) கு.துரைராஜ், 18, 7–வது புதுத் தெரு, திருவண்ணாமலை. (4) ம.பிரபு, 100–பி, புதுவாணியங்குளம் 8–வது தெரு, திருவண்ணாமலை. (5) ச.மாதேஷ், புதுத் தெரு, 9–வது தெரு, திருவண்ணாமலை.: [418, 1011, 764, 1133]
- member-text: (1) க.விஜய், 22/0, 3–வது தெரு, தாமரை நகர், திருவண்ணாமலை. (2) சு.நந்தகுமார், 22/10, தாமரை நகர், 3–வது தெரு, திருவண்ணாமலை. (3) லோகேஸ்வரன், 645/384, தாமரை நகர், 19–வது தெரு, திருவண்ணாமலை. (4) பிரதேஷ்குமார், தாமரை நகர், திருவண்ணாமலை. (5) ஏ.யுவராஜ், 689/355, எல்.ஐ.ஜி. 22–வது தெரு, தாமரை நகர், திருவண்ணாமலை.: [1140, 1664, 1487, 1786]
- section-heading: 16–வது வார்டு: [907, 951, 998, 966]
